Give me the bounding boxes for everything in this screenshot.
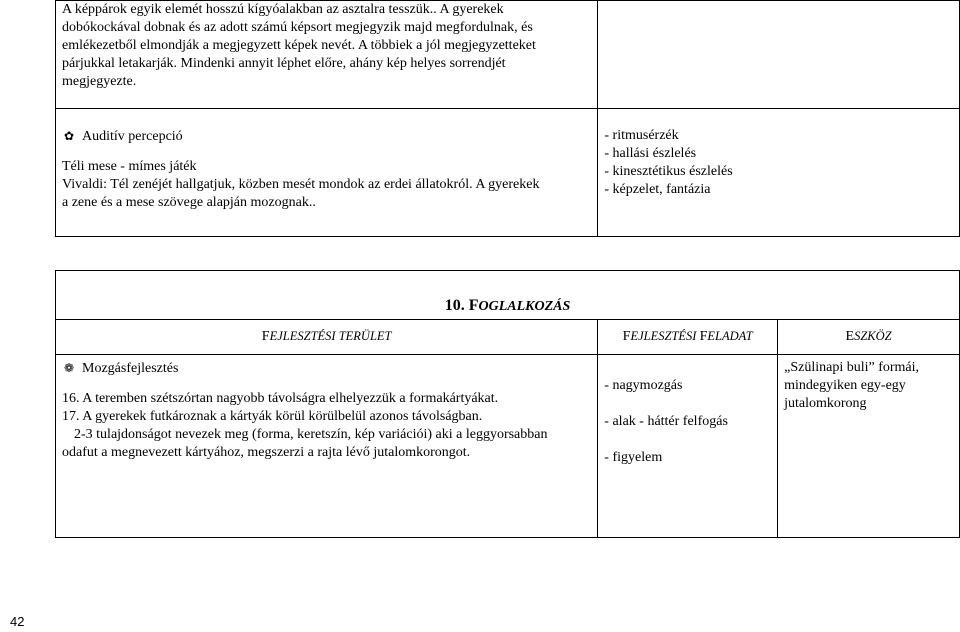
- tool-item: mindegyiken egy-egy: [784, 378, 906, 393]
- activity-task-cell: [598, 1, 960, 109]
- lesson-title-row: [56, 271, 960, 320]
- text-line: 2-3 tulajdonságot nevezek meg (forma, keretszín, kép variációi) aki a leggyorsabban: [74, 427, 548, 442]
- page-number: 42: [10, 614, 25, 629]
- text-line: A képpárok egyik elemét hosszú kígyóalakban az asztalra tesszük.. A gyerekek: [62, 2, 504, 17]
- text-line: emlékezetből elmondják a megjegyzett képek nevét. A többiek a jól megjegyzetteket: [62, 38, 536, 53]
- activity-row-auditory: [56, 109, 960, 237]
- text-line: 17. A gyerekek futkároznak a kártyák körül körülbelül azonos távolságban.: [62, 409, 483, 424]
- tool-item: jutalomkorong: [784, 396, 867, 411]
- task-item: - alak - háttér felfogás: [604, 414, 728, 429]
- header-tool: ESZKÖZ: [778, 320, 960, 355]
- tool-item: „Szülinapi buli” formái,: [784, 360, 920, 375]
- lesson-table: [55, 270, 960, 538]
- text-line: megjegyezte.: [62, 74, 137, 89]
- activity-description-cell: [56, 1, 598, 109]
- text-line: a zene és a mese szövege alapján mozognak..: [62, 195, 316, 210]
- text-line: dobókockával dobnak és az adott számú képsort megjegyzik majd megfordulnak, és: [62, 20, 533, 35]
- text-line: odafut a megnevezett kártyához, megszerzi a rajta lévő jutalomkorongot.: [62, 445, 471, 460]
- section-heading: ❁ Mozgásfejlesztés: [63, 361, 179, 376]
- activity-task-cell: [598, 109, 960, 237]
- task-item: - nagymozgás: [604, 378, 683, 393]
- activity-table-top: [55, 0, 960, 237]
- lesson-tool-cell: [778, 355, 960, 538]
- task-item: - figyelem: [604, 450, 663, 465]
- text-line: párjukkal letakarják. Mindenki annyit léphet előre, ahány kép helyes sorrendjét: [62, 56, 506, 71]
- lesson-body-row: [56, 355, 960, 538]
- lesson-description-cell: [56, 355, 598, 538]
- lesson-task-cell: [598, 355, 778, 538]
- header-task: FEJLESZTÉSI FELADAT: [598, 320, 778, 355]
- text-line: 16. A teremben szétszórtan nagyobb távolságra elhelyezzük a formakártyákat.: [62, 391, 499, 406]
- activity-subtitle: Téli mese - mímes játék: [62, 159, 197, 174]
- task-item: - ritmusérzék: [604, 128, 679, 143]
- header-area: FEJLESZTÉSI TERÜLET: [56, 320, 598, 355]
- activity-row-memory: [56, 1, 960, 109]
- column-header-row: [56, 320, 960, 355]
- task-item: - kinesztétikus észlelés: [604, 164, 733, 179]
- text-line: Vivaldi: Tél zenéjét hallgatjuk, közben mesét mondok az erdei állatokról. A gyerekek: [62, 177, 540, 192]
- flower-bullet-icon: ✿: [63, 129, 75, 143]
- clover-bullet-icon: ❁: [63, 361, 75, 375]
- lesson-title: 10. FOGLALKOZÁS: [444, 297, 571, 314]
- activity-description-cell: [56, 109, 598, 237]
- task-item: - képzelet, fantázia: [604, 182, 711, 197]
- task-item: - hallási észlelés: [604, 146, 697, 161]
- section-heading: ✿ Auditív percepció: [63, 129, 183, 144]
